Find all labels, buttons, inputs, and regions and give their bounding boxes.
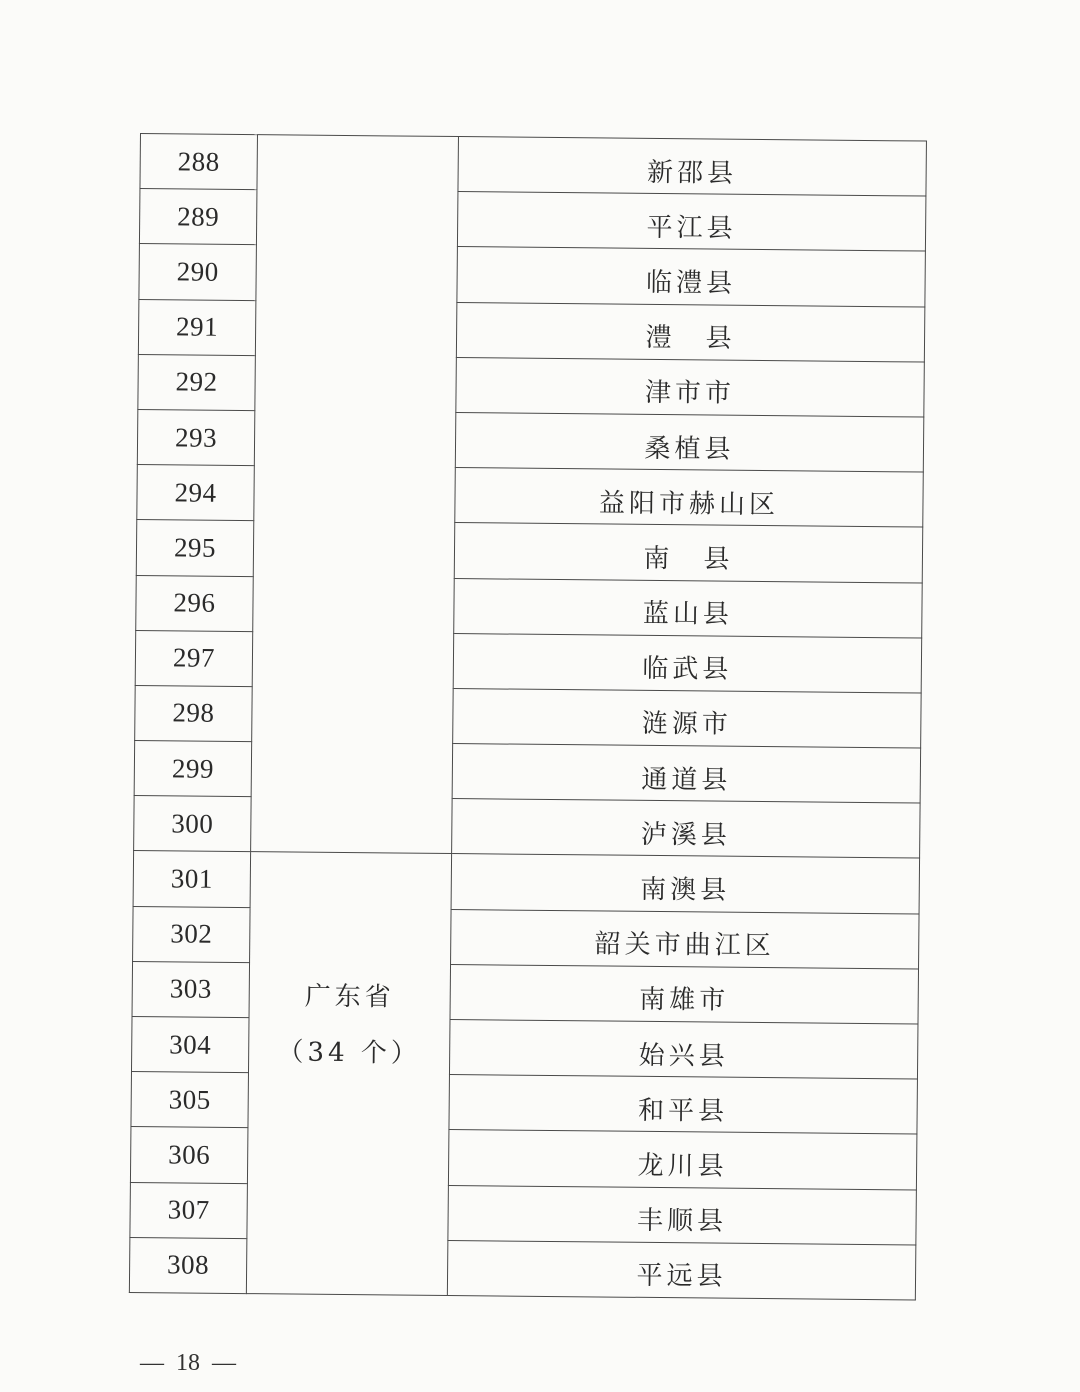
- county-name: 临武县: [453, 633, 922, 693]
- row-number: 300: [134, 796, 252, 852]
- row-number: 294: [137, 465, 255, 521]
- row-number: 296: [136, 575, 254, 631]
- row-number: 304: [131, 1016, 249, 1072]
- table-body: [129, 134, 926, 1300]
- county-name: 泸溪县: [452, 799, 921, 859]
- row-number: 297: [135, 630, 253, 686]
- row-number: 298: [135, 685, 253, 741]
- province-label: [249, 853, 451, 1083]
- province-name: 广东省: [304, 982, 395, 1013]
- table-row: [133, 851, 919, 914]
- county-name: 益阳市赫山区: [455, 468, 924, 528]
- province-count: （34 个）: [277, 1037, 421, 1070]
- row-number: 303: [132, 961, 250, 1017]
- county-name: 平江县: [457, 192, 926, 252]
- table-row: [140, 134, 926, 197]
- county-name: 澧 县: [456, 302, 925, 362]
- province-cell-empty: [251, 135, 459, 854]
- county-name: 丰顺县: [448, 1185, 917, 1245]
- county-name: 南雄市: [450, 964, 919, 1024]
- province-cell: [246, 852, 451, 1295]
- county-name: 通道县: [452, 744, 921, 804]
- county-name: 和平县: [449, 1075, 918, 1135]
- county-name: 始兴县: [449, 1020, 918, 1080]
- row-number: 288: [140, 134, 258, 190]
- county-name: 新邵县: [458, 137, 927, 197]
- county-name: 韶关市曲江区: [451, 909, 920, 969]
- county-name: 龙川县: [448, 1130, 917, 1190]
- row-number: 302: [133, 906, 251, 962]
- county-name: 平远县: [447, 1240, 916, 1300]
- county-table: [129, 133, 927, 1300]
- row-number: 292: [138, 354, 256, 410]
- row-number: 307: [130, 1182, 248, 1238]
- row-number: 299: [134, 741, 252, 797]
- county-name: 桑植县: [455, 412, 924, 472]
- county-name: 津市市: [456, 357, 925, 417]
- row-number: 295: [136, 520, 254, 576]
- row-number: 306: [130, 1127, 248, 1183]
- row-number: 293: [137, 409, 255, 465]
- row-number: 289: [139, 189, 257, 245]
- county-name: 涟源市: [453, 688, 922, 748]
- row-number: 290: [139, 244, 257, 300]
- row-number: 305: [131, 1072, 249, 1128]
- row-number: 291: [138, 299, 256, 355]
- county-name: 临澧县: [457, 247, 926, 307]
- page-number: — 18 —: [140, 1350, 236, 1376]
- county-name: 蓝山县: [454, 578, 923, 638]
- county-name: 南澳县: [451, 854, 920, 914]
- row-number: 308: [129, 1237, 247, 1293]
- row-number: 301: [133, 851, 251, 907]
- county-name: 南 县: [454, 523, 923, 583]
